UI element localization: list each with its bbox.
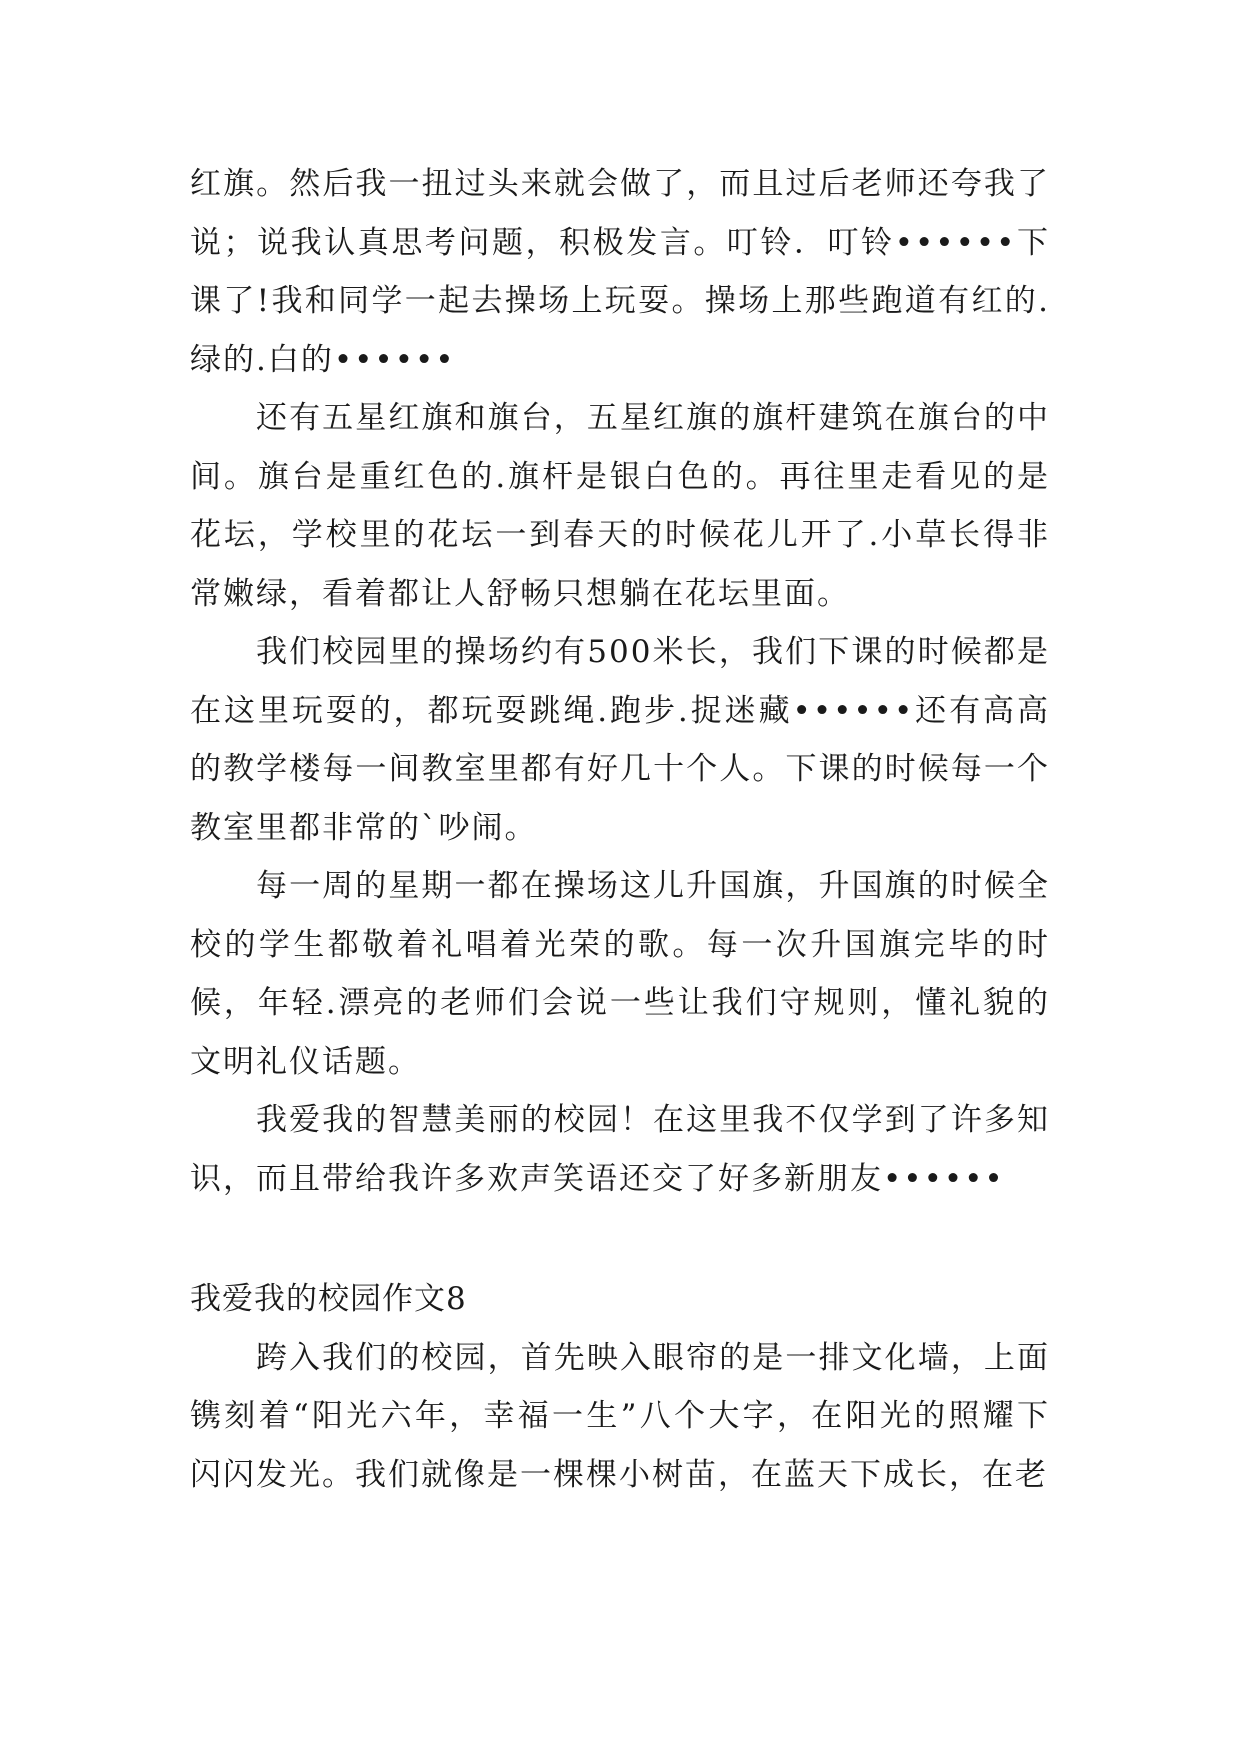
paragraph-continued: 红旗。然后我一扭过头来就会做了，而且过后老师还夸我了说；说我认真思考问题，积极发言。叮铃．叮铃••••••下课了!我和同学一起去操场上玩耍。操场上那些跑道有红的.绿的.白的•••••• <box>190 166 1050 378</box>
document-body <box>190 155 1050 1504</box>
paragraph-flag-platform: 还有五星红旗和旗台，五星红旗的旗杆建筑在旗台的中间。旗台是重红色的.旗杆是银白色的。再往里走看见的是花坛，学校里的花坛一到春天的时候花儿开了.小草长得非常嫩绿，看着都让人舒畅只想躺在花坛里面。 <box>190 400 1050 612</box>
section-title: 我爱我的校园作文8 <box>190 1281 467 1317</box>
paragraph-flag-raising: 每一周的星期一都在操场这儿升国旗，升国旗的时候全校的学生都敬着礼唱着光荣的歌。每一次升国旗完毕的时候，年轻.漂亮的老师们会说一些让我们守规则，懂礼貌的文明礼仪话题。 <box>190 868 1050 1080</box>
paragraph-closing: 我爱我的智慧美丽的校园！在这里我不仅学到了许多知识，而且带给我许多欢声笑语还交了好多新朋友•••••• <box>190 1102 1050 1197</box>
paragraph-section-intro: 跨入我们的校园，首先映入眼帘的是一排文化墙，上面镌刻着“阳光六年，幸福一生”八个大字，在阳光的照耀下闪闪发光。我们就像是一棵棵小树苗，在蓝天下成长，在老 <box>190 1339 1050 1493</box>
paragraph-playground: 我们校园里的操场约有500米长，我们下课的时候都是在这里玩耍的，都玩耍跳绳.跑步.捉迷藏••••••还有高高的教学楼每一间教室里都有好几十个人。下课的时候每一个教室里都非常的`吵闹。 <box>190 634 1050 846</box>
